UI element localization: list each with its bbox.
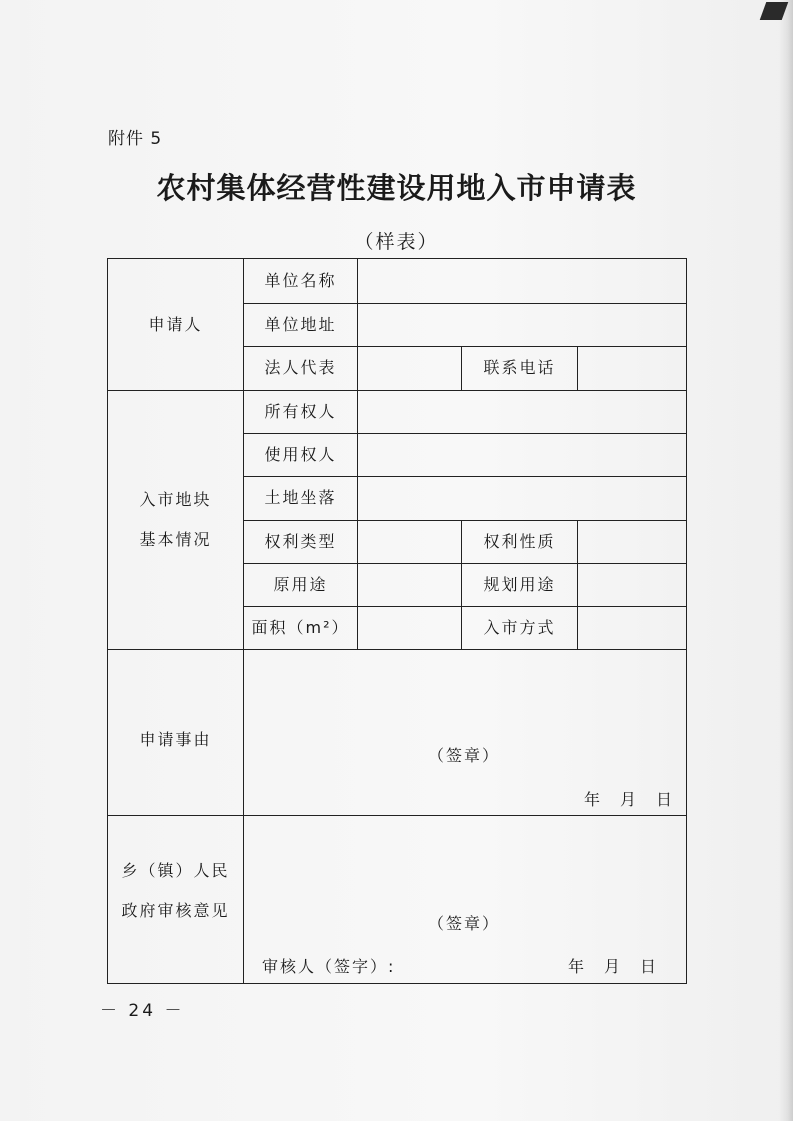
original-use-field[interactable]	[358, 563, 461, 606]
owner-field[interactable]	[358, 390, 686, 433]
page-subtitle: （样表）	[354, 231, 439, 253]
application-form-table	[107, 258, 687, 984]
phone-field[interactable]	[578, 346, 686, 390]
right-nature-field[interactable]	[578, 520, 686, 563]
owner-label: 所有权人	[264, 401, 337, 421]
planned-use-label: 规划用途	[483, 574, 556, 594]
parcel-section-label-line2: 基本情况	[139, 529, 212, 549]
review-date-label: 年 月 日	[568, 957, 659, 976]
parcel-section-label-line1: 入市地块	[139, 489, 212, 509]
unit-name-label: 单位名称	[264, 271, 337, 290]
original-use-label: 原用途	[273, 574, 328, 594]
right-type-field[interactable]	[358, 520, 461, 563]
review-seal-label: （签章）	[428, 914, 501, 933]
page-title: 农村集体经营性建设用地入市申请表	[156, 171, 637, 205]
entry-method-field[interactable]	[578, 606, 686, 649]
attachment-label: 附件 5	[108, 129, 163, 149]
unit-name-field[interactable]	[358, 259, 686, 303]
review-section-label	[108, 815, 243, 983]
planned-use-field[interactable]	[578, 563, 686, 606]
legal-rep-field[interactable]	[358, 346, 461, 390]
right-type-label: 权利类型	[264, 531, 337, 551]
right-nature-label: 权利性质	[483, 531, 556, 551]
unit-address-label: 单位地址	[264, 314, 337, 334]
page-number: － 24 －	[100, 1001, 185, 1021]
legal-rep-label: 法人代表	[264, 358, 337, 377]
location-label: 土地坐落	[264, 488, 337, 507]
reason-seal-label: （签章）	[428, 746, 501, 765]
review-section-label-line2: 政府审核意见	[121, 901, 230, 920]
location-field[interactable]	[358, 476, 686, 520]
phone-label: 联系电话	[483, 358, 556, 377]
unit-address-field[interactable]	[358, 303, 686, 346]
user-label: 使用权人	[264, 444, 337, 464]
user-field[interactable]	[358, 433, 686, 476]
reason-date-label: 年 月 日	[584, 790, 675, 809]
reviewer-signature-label: 审核人（签字）:	[262, 957, 396, 976]
entry-method-label: 入市方式	[483, 617, 556, 637]
applicant-section-label: 申请人	[148, 314, 203, 334]
area-field[interactable]	[358, 606, 461, 649]
parcel-section-label	[108, 390, 243, 649]
reason-section-label: 申请事由	[139, 730, 212, 749]
review-section-label-line1: 乡（镇）人民	[121, 861, 230, 880]
area-label: 面积（m²）	[251, 617, 350, 637]
